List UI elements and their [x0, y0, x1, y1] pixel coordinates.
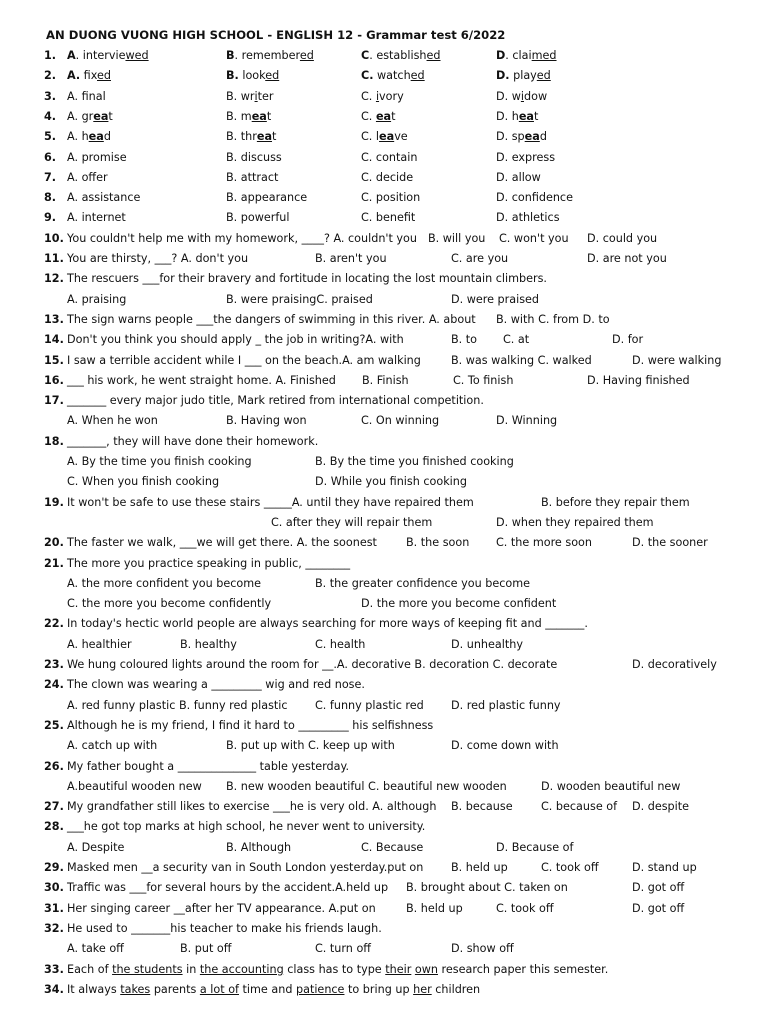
answer-options-row — [0, 412, 768, 430]
answer-text: B. the greater confidence you become — [315, 576, 530, 590]
answer-text: A.beautiful wooden new — [67, 779, 202, 793]
answer-text: You couldn't help me with my homework, ____? A. couldn't you — [67, 231, 417, 245]
answer-text: D. widow — [496, 89, 548, 103]
question-number: 4. — [44, 109, 57, 123]
answer-text: A. the more confident you become — [67, 576, 262, 590]
answer-text: B. healthy — [180, 637, 237, 651]
answer-text: D. the sooner — [632, 536, 708, 550]
question-row — [0, 108, 768, 126]
question-number: 30. — [44, 881, 64, 895]
answer-text: A. When he won — [67, 414, 158, 428]
answer-text: We hung coloured lights around the room for __.A. decorative B. decoration C. decorate — [67, 658, 558, 671]
question-row — [0, 494, 768, 512]
question-row — [0, 47, 768, 65]
answer-text: ___ his work, he went straight home. A. Finished — [67, 373, 336, 387]
answer-text: D. decoratively — [632, 658, 717, 671]
answer-text: D. wooden beautiful new — [541, 779, 681, 793]
question-row — [0, 900, 768, 918]
answer-text: B. Although — [226, 840, 292, 854]
answer-text: C. turn off — [315, 942, 372, 956]
answer-text: D. allow — [496, 170, 541, 184]
answer-text: A. By the time you finish cooking — [67, 455, 252, 468]
answer-text: The clown was wearing a _________ wig and red nose. — [67, 678, 365, 692]
answer-text: D. Because of — [496, 840, 574, 854]
document-title: AN DUONG VUONG HIGH SCHOOL - ENGLISH 12 - Grammar test 6/2022 — [46, 28, 506, 42]
question-number: 20. — [44, 536, 64, 550]
question-number: 2. — [44, 69, 57, 83]
question-number: 1. — [44, 49, 57, 62]
answer-text: B. was walking C. walked — [451, 353, 592, 367]
question-row — [0, 392, 768, 410]
answer-text: Masked men __a security van in South London yesterday.put on — [67, 861, 424, 874]
answer-text: C. are you — [451, 252, 509, 265]
answer-text: D. despite — [632, 800, 690, 814]
answer-text: D. were praised — [451, 292, 540, 306]
answer-text: C. eat — [361, 109, 396, 123]
answer-text: C. contain — [361, 150, 418, 164]
question-number: 16. — [44, 373, 64, 387]
answer-options-row — [0, 839, 768, 857]
answer-text: C. To finish — [453, 373, 514, 387]
answer-text: D. show off — [451, 942, 514, 956]
answer-text: D. Having finished — [587, 373, 690, 387]
question-number: 21. — [44, 556, 64, 570]
answer-text: Traffic was ___for several hours by the accident.A.held up — [67, 881, 389, 895]
answer-text: A. offer — [67, 170, 108, 184]
answer-text: D. unhealthy — [451, 637, 523, 651]
answer-text: D. played — [496, 69, 551, 83]
question-number: 27. — [44, 800, 64, 814]
question-row — [0, 331, 768, 349]
answer-text: _______ every major judo title, Mark retired from international competition. — [67, 394, 484, 408]
answer-text: He used to _______his teacher to make his friends laugh. — [67, 921, 382, 935]
answer-text: D. stand up — [632, 861, 697, 874]
answer-text: D. heat — [496, 109, 539, 123]
question-row — [0, 128, 768, 146]
answer-text: A. healthier — [67, 637, 132, 651]
question-number: 13. — [44, 312, 64, 326]
answer-text: _______, they will have done their homework. — [67, 434, 319, 448]
answer-options-row — [0, 291, 768, 309]
question-row — [0, 615, 768, 633]
answer-text: C. because of — [541, 800, 618, 814]
answer-text: C. position — [361, 191, 421, 205]
answer-text: The more you practice speaking in public, ________ — [67, 556, 351, 570]
answer-text: The faster we walk, ___we will get there. A. the soonest — [67, 536, 377, 550]
question-row — [0, 189, 768, 207]
question-row — [0, 676, 768, 694]
question-number: 9. — [44, 211, 57, 225]
answer-text: It always takes parents a lot of time and patience to bring up her children — [67, 982, 481, 996]
answer-text: B. By the time you finished cooking — [315, 455, 514, 468]
answer-text: A. great — [67, 109, 113, 123]
answer-text: B. put off — [180, 942, 232, 956]
question-row — [0, 88, 768, 106]
answer-text: A. internet — [67, 211, 126, 225]
answer-text: D. could you — [587, 231, 658, 245]
answer-text: D. athletics — [496, 211, 560, 225]
question-number: 8. — [44, 191, 57, 205]
question-number: 3. — [44, 89, 57, 103]
answer-text: B. Having won — [226, 414, 307, 428]
answer-text: C. at — [503, 333, 530, 347]
answer-text: B. aren't you — [315, 252, 387, 265]
question-number: 12. — [44, 272, 64, 286]
answer-text: The rescuers ___for their bravery and fortitude in locating the lost mountain climbers. — [67, 272, 547, 286]
answer-text: Her singing career __after her TV appearance. A.put on — [67, 901, 376, 915]
question-row — [0, 879, 768, 897]
answer-text: B. discuss — [226, 150, 282, 164]
answer-options-row — [0, 595, 768, 613]
answer-text: B. held up — [451, 861, 508, 874]
answer-options-row — [0, 778, 768, 796]
question-number: 6. — [44, 150, 57, 164]
answer-text: B. meat — [226, 109, 272, 123]
question-row — [0, 920, 768, 938]
answer-text: A. head — [67, 130, 111, 144]
answer-text: B. with C. from D. to — [496, 312, 610, 326]
answer-text: A. fixed — [67, 69, 111, 83]
answer-text: B. appearance — [226, 191, 308, 205]
answer-text: B. new wooden beautiful C. beautiful new wooden — [226, 779, 507, 793]
answer-text: B. attract — [226, 170, 279, 184]
question-row — [0, 352, 768, 370]
answer-text: C. watched — [361, 69, 425, 83]
answer-text: A. Despite — [67, 840, 125, 854]
question-row — [0, 656, 768, 674]
answer-text: D. express — [496, 150, 556, 164]
answer-text: D. are not you — [587, 252, 667, 265]
answer-text: A. promise — [67, 150, 127, 164]
question-row — [0, 859, 768, 877]
answer-text: C. leave — [361, 130, 408, 144]
answer-text: ___he got top marks at high school, he never went to university. — [67, 820, 426, 834]
answer-text: B. looked — [226, 69, 280, 83]
answer-text: C. Because — [361, 840, 424, 854]
question-row — [0, 534, 768, 552]
answer-text: D. While you finish cooking — [315, 475, 467, 489]
question-row — [0, 250, 768, 268]
answer-text: C. the more you become confidently — [67, 597, 272, 611]
answer-text: The sign warns people ___the dangers of swimming in this river. A. about — [67, 312, 476, 326]
question-number: 31. — [44, 901, 64, 915]
answer-text: B. were praisingC. praised — [226, 292, 373, 306]
answer-options-row — [0, 636, 768, 654]
answer-options-row — [0, 514, 768, 532]
question-number: 25. — [44, 718, 64, 732]
question-number: 28. — [44, 820, 64, 834]
answer-text: D. got off — [632, 881, 685, 895]
answer-text: C. decide — [361, 170, 414, 184]
answer-text: My grandfather still likes to exercise ___he is very old. A. although — [67, 800, 437, 814]
question-number: 18. — [44, 434, 64, 448]
answer-options-row — [0, 697, 768, 715]
answer-text: C. On winning — [361, 414, 440, 428]
answer-text: C. When you finish cooking — [67, 475, 220, 489]
question-number: 15. — [44, 353, 64, 367]
answer-text: D. confidence — [496, 191, 573, 205]
question-row — [0, 717, 768, 735]
answer-text: D. were walking — [632, 353, 722, 367]
answer-text: D. got off — [632, 901, 685, 915]
question-row — [0, 372, 768, 390]
answer-text: D. come down with — [451, 739, 559, 753]
question-number: 24. — [44, 678, 64, 692]
answer-text: C. after they will repair them — [271, 515, 433, 529]
question-row — [0, 981, 768, 999]
answer-text: A. assistance — [67, 191, 141, 205]
question-row — [0, 555, 768, 573]
answer-text: A. praising — [67, 292, 127, 306]
answer-text: B. before they repair them — [541, 495, 690, 509]
answer-text: D. Winning — [496, 414, 558, 428]
question-number: 23. — [44, 658, 64, 671]
question-number: 33. — [44, 962, 64, 976]
answer-options-row — [0, 737, 768, 755]
answer-text: You are thirsty, ___? A. don't you — [67, 252, 249, 265]
question-row — [0, 961, 768, 979]
answer-text: B. put up with C. keep up with — [226, 739, 395, 753]
question-row — [0, 169, 768, 187]
answer-text: C. funny plastic red — [315, 698, 424, 712]
answer-text: A. interviewed — [67, 49, 149, 62]
answer-text: B. held up — [406, 901, 463, 915]
answer-options-row — [0, 453, 768, 471]
question-number: 5. — [44, 130, 57, 144]
answer-text: Don't you think you should apply _ the job in writing?A. with — [67, 333, 404, 347]
answer-options-row — [0, 575, 768, 593]
answer-text: B. will you — [428, 231, 486, 245]
answer-text: C. won't you — [499, 231, 569, 245]
question-number: 10. — [44, 231, 64, 245]
question-number: 19. — [44, 495, 64, 509]
answer-text: It won't be safe to use these stairs _____A. until they have repaired them — [67, 495, 474, 509]
question-number: 34. — [44, 982, 64, 996]
question-number: 7. — [44, 170, 57, 184]
answer-text: A. take off — [67, 942, 124, 956]
question-row — [0, 433, 768, 451]
answer-text: B. writer — [226, 89, 274, 103]
question-number: 11. — [44, 252, 64, 265]
answer-text: C. took off — [541, 861, 599, 874]
answer-text: Each of the students in the accounting class has to type their own research paper this semester. — [67, 962, 609, 976]
answer-text: B. Finish — [362, 373, 409, 387]
answer-text: B. remembered — [226, 49, 314, 62]
question-row — [0, 209, 768, 227]
question-row — [0, 230, 768, 248]
answer-text: C. took off — [496, 901, 554, 915]
question-number: 26. — [44, 759, 64, 773]
question-row — [0, 818, 768, 836]
question-row — [0, 270, 768, 288]
question-number: 29. — [44, 861, 64, 874]
question-row — [0, 758, 768, 776]
answer-text: I saw a terrible accident while I ___ on the beach.A. am walking — [67, 353, 421, 367]
answer-text: B. threat — [226, 130, 277, 144]
answer-text: Although he is my friend, I find it hard to _________ his selfishness — [67, 718, 434, 732]
answer-text: D. the more you become confident — [361, 597, 557, 611]
answer-text: A. fnal — [67, 89, 106, 103]
answer-text: B. brought about C. taken on — [406, 881, 568, 895]
answer-text: C. ivory — [361, 89, 404, 103]
question-number: 14. — [44, 333, 64, 347]
answer-text: D. claimed — [496, 49, 557, 62]
answer-text: C. health — [315, 637, 366, 651]
answer-text: C. the more soon — [496, 536, 592, 550]
question-row — [0, 149, 768, 167]
answer-text: My father bought a ______________ table yesterday. — [67, 759, 350, 773]
answer-text: B. powerful — [226, 211, 290, 225]
question-row — [0, 311, 768, 329]
answer-options-row — [0, 940, 768, 958]
answer-text: D. when they repaired them — [496, 515, 654, 529]
question-number: 17. — [44, 394, 64, 408]
question-row — [0, 67, 768, 85]
question-number: 32. — [44, 921, 64, 935]
answer-text: A. red funny plastic B. funny red plastic — [67, 698, 288, 712]
answer-text: D. red plastic funny — [451, 698, 561, 712]
answer-text: B. the soon — [406, 536, 470, 550]
answer-text: In today's hectic world people are always searching for more ways of keeping fit and _______. — [67, 617, 588, 631]
question-number: 22. — [44, 617, 64, 631]
answer-text: C. benefit — [361, 211, 416, 225]
answer-text: D. for — [612, 333, 644, 347]
answer-options-row — [0, 473, 768, 491]
answer-text: B. to — [451, 333, 478, 347]
answer-text: A. catch up with — [67, 739, 158, 753]
answer-text: B. because — [451, 800, 513, 814]
answer-text: C. established — [361, 49, 441, 62]
question-row — [0, 798, 768, 816]
answer-text: D. spead — [496, 130, 547, 144]
